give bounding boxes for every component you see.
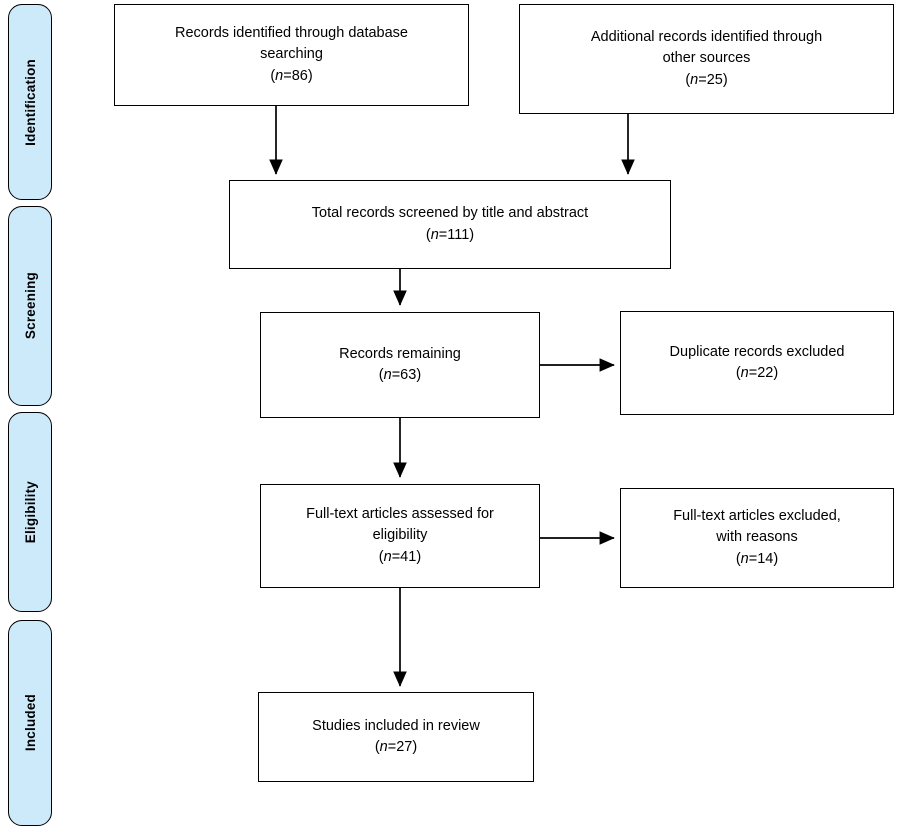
box-records-remaining [260, 312, 540, 418]
count-value: =41 [391, 548, 417, 565]
box-count: (n=27) [374, 739, 418, 755]
phase-label-eligibility-text: Eligibility [22, 480, 38, 544]
count-value: =27 [387, 739, 413, 755]
box-fulltext-excluded-reasons [620, 488, 894, 588]
box-line: Full-text articles excluded, [673, 508, 841, 525]
count-value: =86 [283, 67, 308, 84]
box-count: (n=111) [425, 226, 475, 243]
count-value: =25 [698, 71, 723, 88]
box-line: searching [260, 46, 323, 63]
box-line: Records remaining [339, 345, 461, 362]
box-line: with reasons [716, 529, 798, 546]
count-value: =63 [391, 367, 417, 383]
box-studies-included-review [258, 692, 534, 782]
box-line: eligibility [372, 527, 428, 544]
box-count: (n=41) [378, 548, 422, 565]
box-line: Total records screened by title and abstract [311, 205, 589, 222]
box-count: (n=14) [735, 550, 779, 567]
box-records-identified-database [114, 4, 469, 106]
box-count: (n=25) [685, 71, 728, 88]
box-line: Duplicate records excluded [669, 343, 845, 360]
count-symbol: n [430, 226, 439, 243]
box-line: Records identified through database [175, 25, 408, 42]
count-symbol: n [740, 550, 749, 567]
count-symbol: n [740, 365, 749, 381]
count-symbol: n [379, 739, 388, 755]
box-count: (n=63) [378, 367, 422, 383]
count-value: =22 [748, 365, 774, 381]
phase-label-included-text: Included [22, 694, 38, 752]
phase-label-screening [8, 206, 52, 406]
box-count: (n=86) [270, 67, 313, 84]
box-count: (n=22) [735, 365, 779, 381]
count-symbol: n [383, 548, 392, 565]
phase-label-identification [8, 4, 52, 200]
count-symbol: n [383, 367, 392, 383]
box-line: other sources [662, 50, 751, 67]
box-total-records-screened [229, 180, 671, 269]
box-fulltext-assessed-eligibility [260, 484, 540, 588]
count-symbol: n [275, 67, 284, 84]
phase-label-screening-text: Screening [22, 272, 38, 340]
box-line: Full-text articles assessed for [306, 506, 494, 523]
phase-label-identification-text: Identification [22, 58, 38, 146]
box-additional-records-other-sources [519, 4, 894, 114]
phase-label-included [8, 620, 52, 826]
count-value: =111 [438, 226, 470, 243]
phase-label-eligibility [8, 412, 52, 612]
box-line: Studies included in review [312, 717, 480, 734]
count-value: =14 [748, 550, 774, 567]
box-line: Additional records identified through [590, 29, 823, 46]
box-duplicate-records-excluded [620, 311, 894, 415]
count-symbol: n [690, 71, 699, 88]
